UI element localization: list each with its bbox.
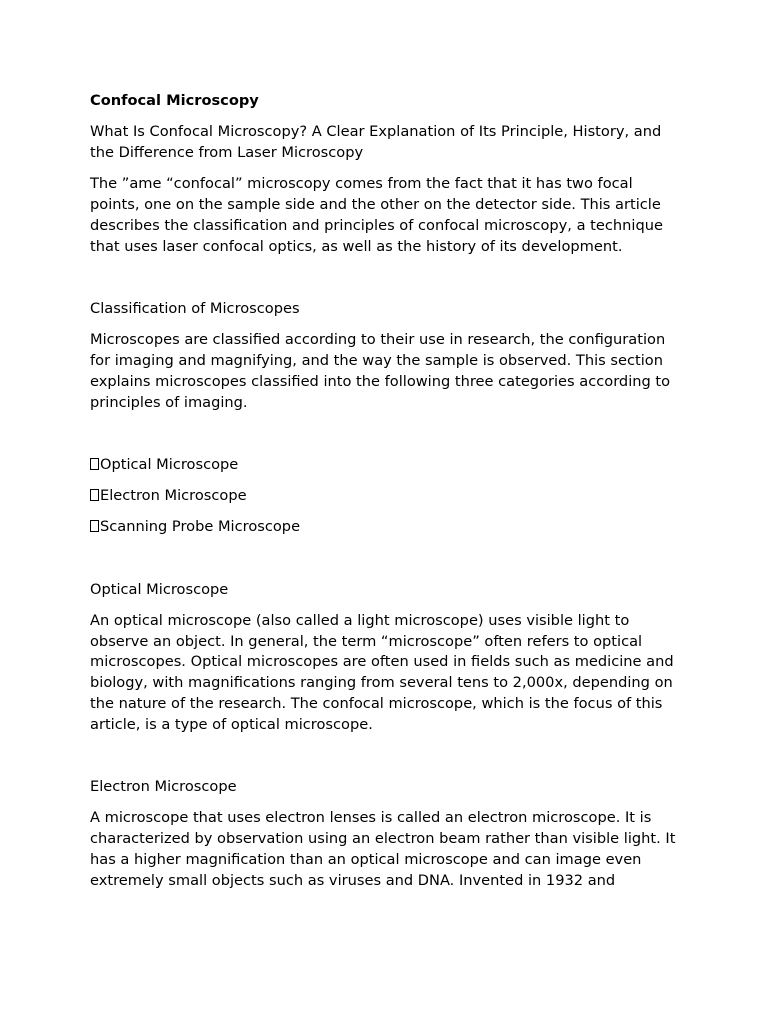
section-heading-classification: Classification of Microscopes	[90, 299, 300, 317]
section-heading-electron: Electron Microscope	[90, 778, 237, 796]
spacer	[90, 548, 682, 579]
section-heading-optical: Optical Microscope	[90, 580, 229, 598]
electron-paragraph: A microscope that uses electron lenses is called an electron microscope. It is characterized by observation using an electron beam rather than visible light. It has a higher magnification than an optical microscope and can image even extremely small objects such as viruses and DNA. Invented in 1932 and	[90, 809, 676, 889]
document-title: Confocal Microscopy	[90, 92, 259, 109]
missing-glyph-icon	[90, 489, 99, 501]
document-body	[90, 91, 682, 902]
intro-paragraph: The ”ame “confocal” microscopy comes from the fact that it has two focal points, one on the sample side and the other on the detector side. This article describes the classification and principles of confocal microscopy, a technique that uses laser confocal optics, as well as the history of its development.	[90, 175, 663, 255]
spacer	[90, 268, 682, 299]
list-item-label: Scanning Probe Microscope	[100, 518, 301, 536]
spacer	[90, 746, 682, 777]
spacer	[90, 424, 682, 455]
missing-glyph-icon	[90, 458, 99, 470]
missing-glyph-icon	[90, 520, 99, 532]
document-subtitle: What Is Confocal Microscopy? A Clear Explanation of Its Principle, History, and the Difference from Laser Microscopy	[90, 123, 662, 161]
list-item	[90, 486, 682, 507]
list-item-label: Optical Microscope	[100, 455, 239, 473]
list-item	[90, 517, 682, 538]
list-item-label: Electron Microscope	[100, 487, 247, 505]
list-item	[90, 455, 682, 476]
classification-paragraph: Microscopes are classified according to their use in research, the configuration for imaging and magnifying, and the way the sample is observed. This section explains microscopes classified into the following three categories according to principles of imaging.	[90, 331, 671, 411]
optical-paragraph: An optical microscope (also called a light microscope) uses visible light to observe an object. In general, the term “microscope” often refers to optical microscopes. Optical microscopes are often used in fields such as medicine and biology, with magnifications ranging from several tens to 2,000x, depending on the nature of the research. The confocal microscope, which is the focus of this article, is a type of optical microscope.	[90, 611, 674, 733]
